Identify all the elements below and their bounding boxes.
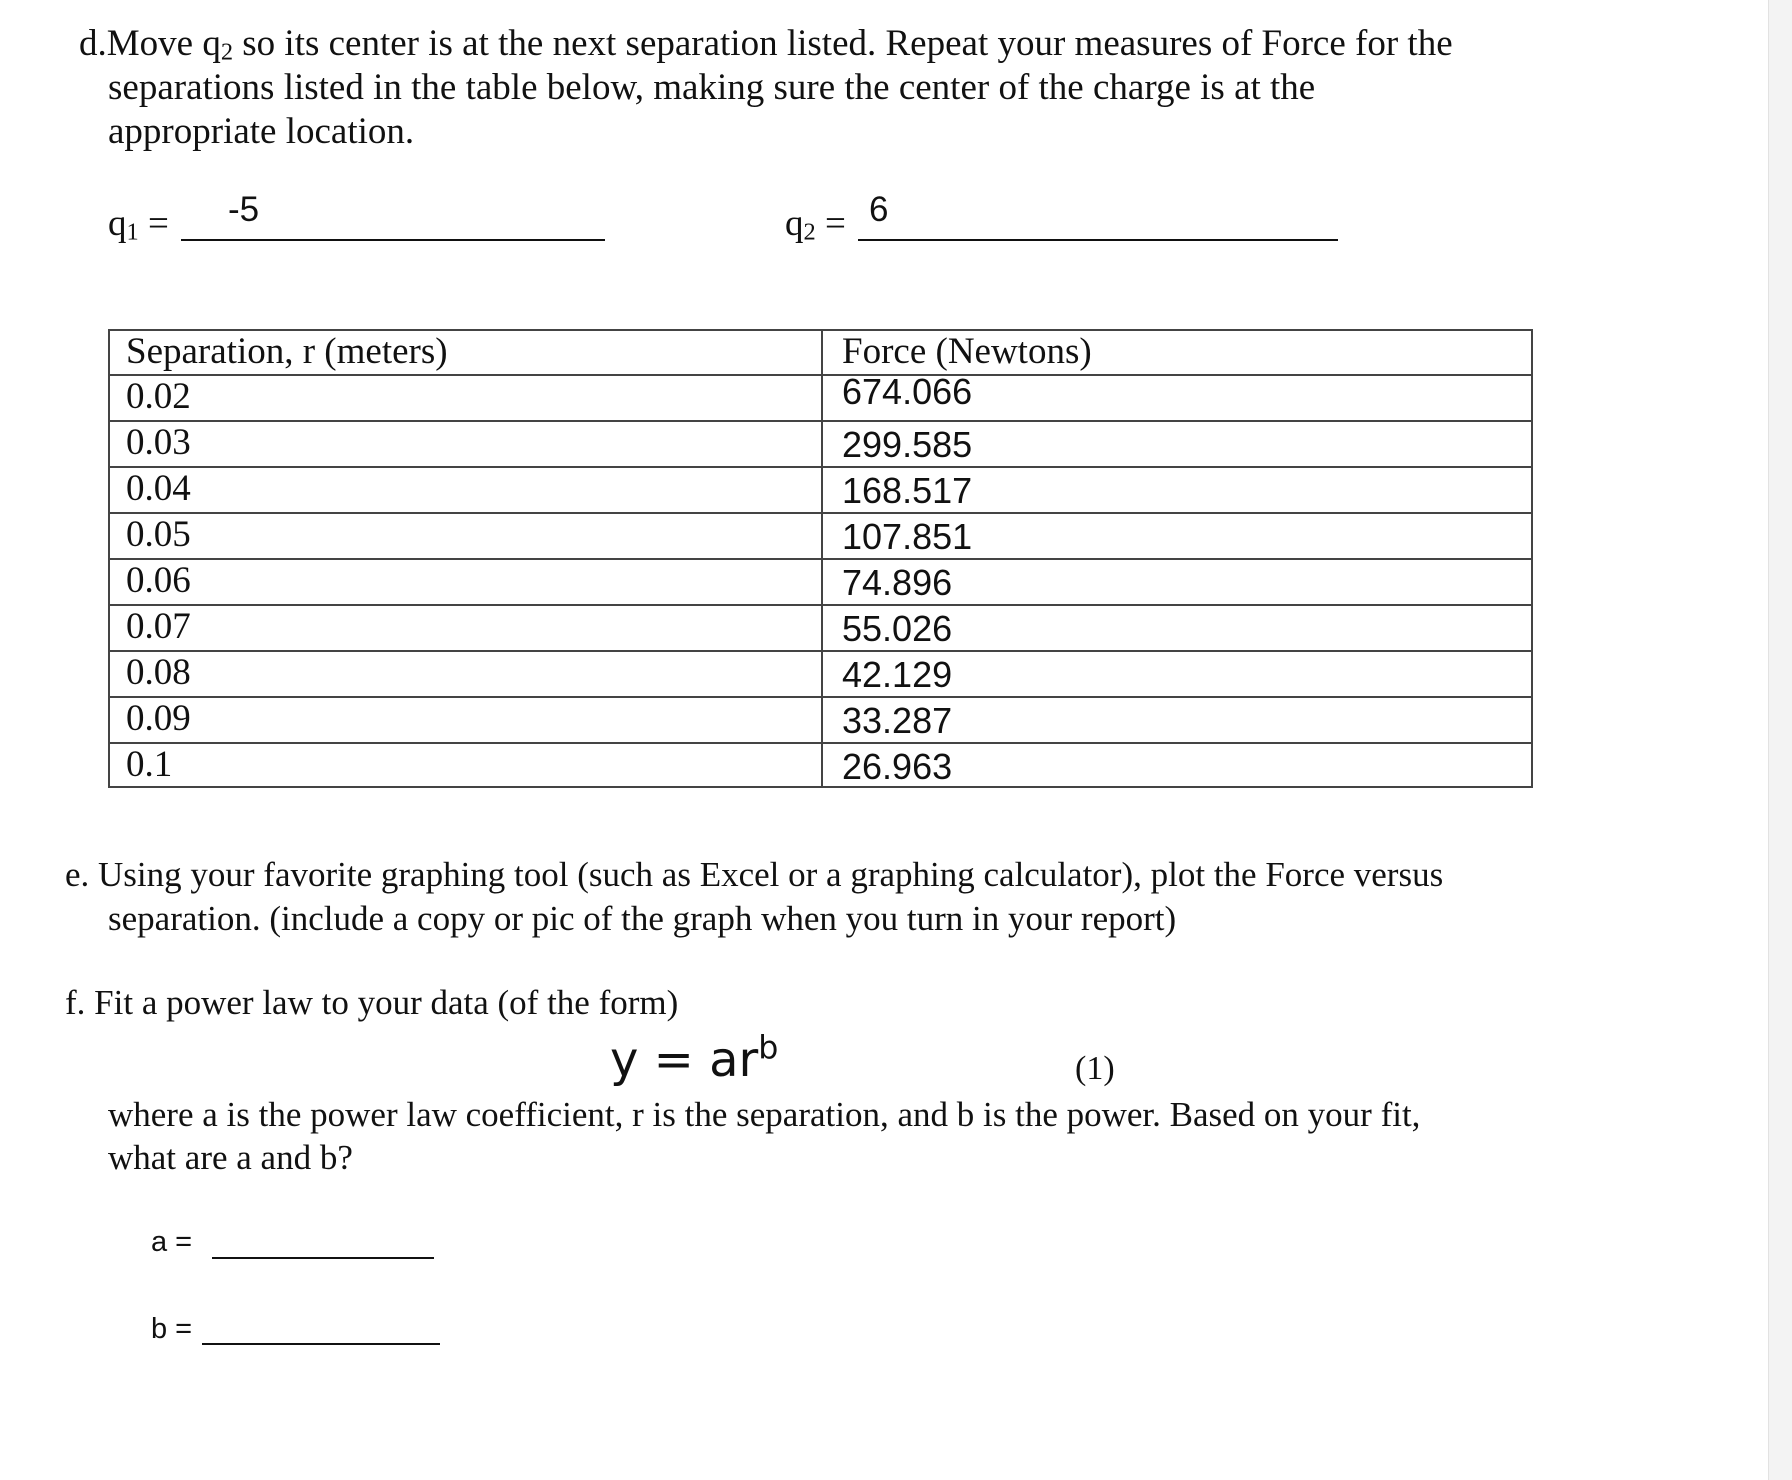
header-separation: Separation, r (meters) [126,331,448,372]
separation-cell: 0.02 [126,376,191,417]
table-column-divider [821,331,823,786]
q1-value[interactable]: -5 [228,190,260,229]
q2-blank-line [858,239,1338,241]
power-law-formula: $y = ar^b$ [610,1030,779,1088]
header-force: Force (Newtons) [842,331,1092,372]
force-cell[interactable]: 107.851 [842,516,973,557]
b-label: b = [151,1313,193,1345]
section-f-line-2: where a is the power law coefficient, r is the separation, and b is the power. Based on your fit, [108,1095,1421,1134]
data-table [108,329,1533,788]
separation-cell: 0.07 [126,606,191,647]
section-d-line-1: d.Move $q_2$ so its center is at the next separation listed. Repeat your measures of Force for the [79,23,1453,66]
section-f-line-1: f. Fit a power law to your data (of the form) [65,983,679,1022]
equation-number: (1) [1075,1050,1115,1087]
force-cell[interactable]: 42.129 [842,654,953,695]
section-d-line-3: appropriate location. [108,111,415,152]
separation-cell: 0.03 [126,422,191,463]
force-cell[interactable]: 168.517 [842,470,973,511]
section-e-line-2: separation. (include a copy or pic of the graph when you turn in your report) [108,899,1177,938]
force-cell[interactable]: 55.026 [842,608,953,649]
page-edge-shadow [1768,0,1792,1480]
separation-cell: 0.04 [126,468,191,509]
separation-cell: 0.1 [126,744,173,785]
separation-cell: 0.06 [126,560,191,601]
section-e-line-1: e. Using your favorite graphing tool (such as Excel or a graphing calculator), plot the Force versus [65,855,1444,894]
force-cell[interactable]: 299.585 [842,424,973,465]
section-f-line-3: what are a and b? [108,1138,353,1177]
section-d-line-2: separations listed in the table below, making sure the center of the charge is at the [108,67,1316,108]
b-answer-blank[interactable] [202,1343,440,1345]
separation-cell: 0.05 [126,514,191,555]
force-cell[interactable]: 674.066 [842,371,973,412]
q2-label: $q_2$ = [785,203,846,246]
q1-blank-line [181,239,605,241]
q2-value[interactable]: 6 [869,190,889,229]
q1-label: $q_1$ = [108,203,169,246]
a-answer-blank[interactable] [212,1257,434,1259]
force-cell[interactable]: 33.287 [842,700,953,741]
a-label: a = [151,1226,193,1258]
separation-cell: 0.09 [126,698,191,739]
force-cell[interactable]: 74.896 [842,562,953,603]
force-cell[interactable]: 26.963 [842,746,953,787]
separation-cell: 0.08 [126,652,191,693]
